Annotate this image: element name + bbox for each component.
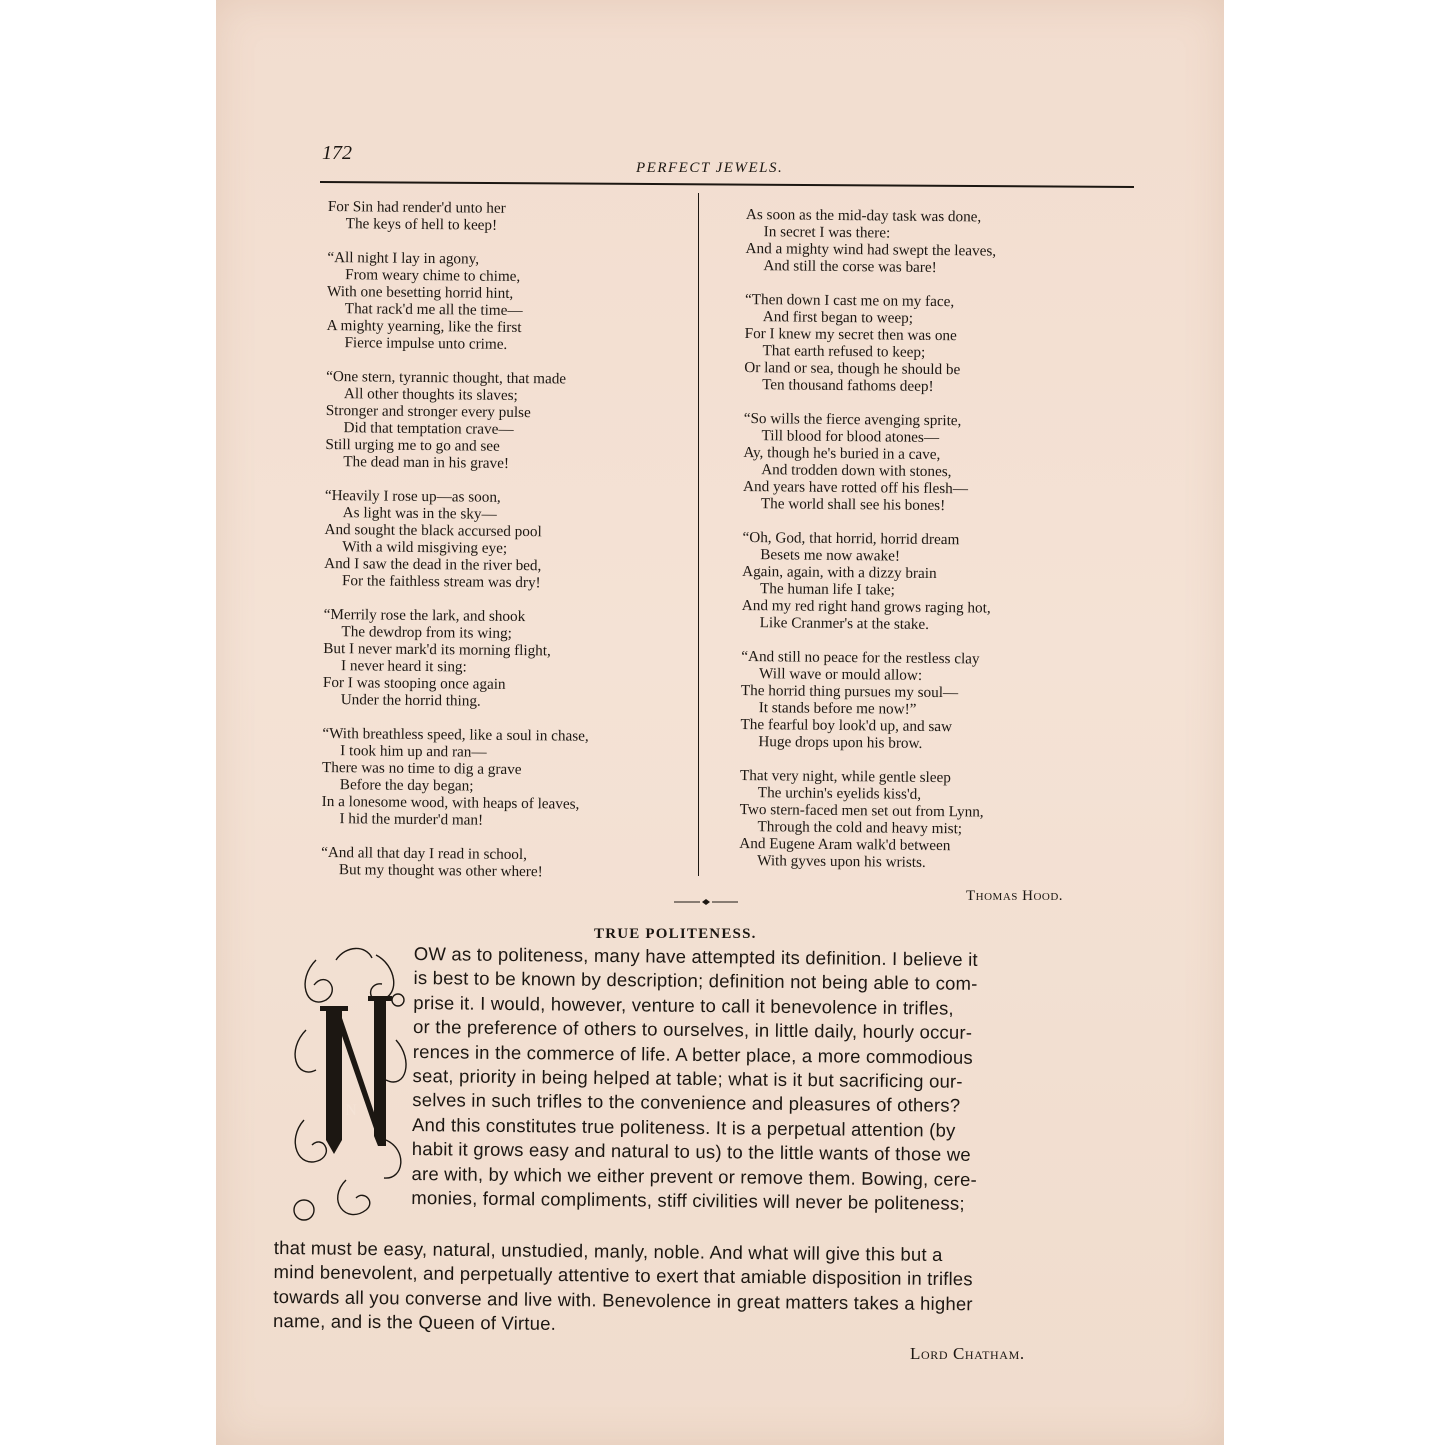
poem-stanza: [321, 725, 682, 831]
poem-stanza: [323, 606, 684, 712]
poem-line: Like Cranmer's at the stake.: [759, 614, 930, 633]
poem-stanza: [324, 487, 685, 593]
poem-stanza: [743, 410, 1104, 516]
essay-line: And this constitutes true politeness. It is a perpetual attention (by: [411, 1113, 956, 1141]
essay-line: OW as to politeness, many have attempted its definition. I believe it: [413, 942, 978, 970]
poem-line: The keys of hell to keep!: [345, 215, 498, 234]
essay-line: selves in such trifles to the convenience and pleasures of others?: [412, 1089, 961, 1117]
poem-line: That earth refused to keep;: [762, 342, 926, 361]
poem-line: Stronger and stronger every pulse: [325, 401, 531, 422]
poem-left-column: [321, 198, 688, 899]
essay-line: mind benevolent, and perpetually attentive to exert that amiable disposition in trifles: [273, 1261, 973, 1290]
essay-author: Lord Chatham.: [910, 1344, 1025, 1363]
poem-line: That very night, while gentle sleep: [739, 766, 951, 787]
poem-line: From weary chime to chime,: [345, 266, 521, 286]
column-divider: [698, 193, 699, 876]
poem-line: “One stern, tyrannic thought, that made: [326, 367, 567, 388]
poem-line: I never heard it sing:: [341, 657, 467, 676]
essay-line: seat, priority in being helped at table; what is it but sacrificing our-: [412, 1065, 963, 1092]
poem-line: As soon as the mid-day task was done,: [745, 206, 982, 226]
poem-line: And trodden down with stones,: [761, 461, 952, 481]
essay-line: name, and is the Queen of Virtue.: [273, 1310, 557, 1335]
poem-line: For the faithless stream was dry!: [341, 572, 541, 592]
poem-line: But I never mark'd its morning flight,: [323, 639, 551, 660]
essay-title: TRUE POLITENESS.: [594, 926, 757, 942]
poem-stanza: [744, 291, 1105, 397]
poem-line: For Sin had render'd unto her: [327, 198, 506, 217]
essay-line: that must be easy, natural, unstudied, manly, noble. And what will give this but a: [273, 1237, 943, 1266]
poem-line: Ay, though he's buried in a cave,: [743, 443, 941, 464]
essay-line: are with, by which we either prevent or remove them. Bowing, cere-: [411, 1162, 978, 1190]
poem-line: Still urging me to go and see: [325, 435, 500, 455]
poem-line: “All night I lay in agony,: [327, 248, 480, 268]
poem-line: In secret I was there:: [763, 223, 891, 242]
poem-line: The fearful boy look'd up, and saw: [740, 715, 953, 736]
poem-line: With one besetting horrid hint,: [326, 282, 514, 302]
poem-stanza: [740, 648, 1101, 754]
page-number: 172: [322, 142, 352, 164]
essay-line: monies, formal compliments, stiff civilities will never be politeness;: [411, 1187, 965, 1214]
poem-line: As light was in the sky—: [342, 504, 497, 523]
header-rule: [320, 181, 1134, 188]
poem-line: Through the cold and heavy mist;: [757, 818, 963, 838]
poem-line: Fierce impulse unto crime.: [344, 334, 508, 353]
poem-line: It stands before me now!”: [758, 699, 917, 718]
poem-line: Or land or sea, though he should be: [744, 358, 961, 379]
poem-line: Huge drops upon his brow.: [758, 733, 923, 752]
poem-line: “And all that day I read in school,: [321, 843, 528, 864]
poem-line: The horrid thing pursues my soul—: [740, 681, 959, 702]
poem-line: The world shall see his bones!: [760, 495, 946, 515]
poem-line: “Heavily I rose up—as soon,: [324, 486, 501, 506]
poem-line: For I was stooping once again: [322, 673, 506, 693]
poem-line: Ten thousand fathoms deep!: [762, 376, 934, 395]
poem-line: And sought the black accursed pool: [324, 520, 542, 541]
poem-line: And still the corse was bare!: [763, 257, 937, 276]
poem-line: “So wills the fierce avenging sprite,: [743, 409, 962, 430]
poem-line: But my thought was other where!: [338, 861, 543, 881]
poem-line: A mighty yearning, like the first: [326, 316, 522, 337]
poem-line: With gyves upon his wrists.: [757, 852, 926, 871]
essay-line: habit it grows easy and natural to us) to the little wants of those we: [411, 1138, 971, 1166]
poem-line: And a mighty wind had swept the leaves,: [745, 239, 997, 260]
poem-line: And first began to weep;: [762, 308, 914, 327]
poem-line: “With breathless speed, like a soul in chase,: [322, 724, 589, 745]
poem-line: “Oh, God, that horrid, horrid dream: [742, 528, 960, 549]
poem-line: Before the day began;: [339, 776, 474, 795]
dropcap-letter: N: [345, 1102, 357, 1119]
poem-line: And my red right hand grows raging hot,: [741, 596, 991, 617]
poem-line: And years have rotted off his flesh—: [742, 477, 969, 498]
poem-line: Did that temptation crave—: [343, 419, 514, 438]
poem-line: The human life I take;: [759, 580, 896, 599]
poem-line: For I knew my secret then was one: [744, 324, 957, 345]
poem-line: I hid the murder'd man!: [339, 810, 484, 829]
poem-line: And I saw the dead in the river bed,: [324, 554, 542, 575]
poem-line: There was no time to dig a grave: [321, 758, 522, 779]
poem-author: Thomas Hood.: [966, 888, 1064, 904]
poem-stanza: [321, 844, 681, 882]
poem-line: Again, again, with a dizzy brain: [742, 562, 937, 583]
poem-line: I took him up and ran—: [340, 742, 487, 761]
poem-stanza: [739, 767, 1100, 873]
poem-line: All other thoughts its slaves;: [343, 385, 518, 404]
essay-line: is best to be known by description; definition not being able to com-: [413, 967, 978, 995]
poem-line: The urchin's eyelids kiss'd,: [757, 784, 922, 803]
essay-line: rences in the commerce of life. A better place, a more commodious: [412, 1040, 973, 1068]
essay-line: prise it. I would, however, venture to call it benevolence in trifles,: [413, 991, 954, 1019]
poem-right-column: [739, 206, 1106, 890]
poem-stanza: [325, 368, 686, 474]
essay-line: towards all you converse and live with. Benevolence in great matters takes a higher: [273, 1285, 973, 1315]
poem-line: That rack'd me all the time—: [344, 300, 523, 320]
poem-line: “And still no peace for the restless clay: [741, 647, 980, 668]
essay-line: or the preference of others to ourselves, in little daily, hourly occur-: [413, 1016, 973, 1044]
poem-line: Two stern-faced men set out from Lynn,: [739, 800, 984, 821]
poem-line: “Merrily rose the lark, and shook: [323, 605, 526, 626]
poem-line: In a lonesome wood, with heaps of leaves,: [321, 792, 580, 813]
running-head: PERFECT JEWELS.: [636, 160, 784, 176]
essay-paragraph-upper: [411, 942, 1106, 1218]
poem-line: With a wild misgiving eye;: [342, 538, 508, 557]
poem-line: “Then down I cast me on my face,: [744, 290, 955, 311]
poem-line: Will wave or mould allow:: [759, 665, 923, 684]
section-ornament-icon: [674, 898, 738, 906]
poem-line: The dead man in his grave!: [343, 453, 510, 472]
poem-line: Under the horrid thing.: [340, 691, 481, 710]
poem-stanza: [742, 529, 1103, 635]
essay-paragraph-lower: [273, 1236, 1106, 1342]
poem-stanza: [745, 206, 1106, 278]
poem-line: The dewdrop from its wing;: [341, 623, 512, 642]
poem-line: Till blood for blood atones—: [761, 427, 940, 447]
decorative-initial-n: [286, 940, 416, 1230]
poem-stanza: [326, 249, 687, 355]
book-page: [216, 0, 1224, 1445]
poem-line: Besets me now awake!: [760, 546, 901, 565]
poem-line: And Eugene Aram walk'd between: [739, 834, 951, 855]
poem-stanza: [328, 198, 688, 236]
